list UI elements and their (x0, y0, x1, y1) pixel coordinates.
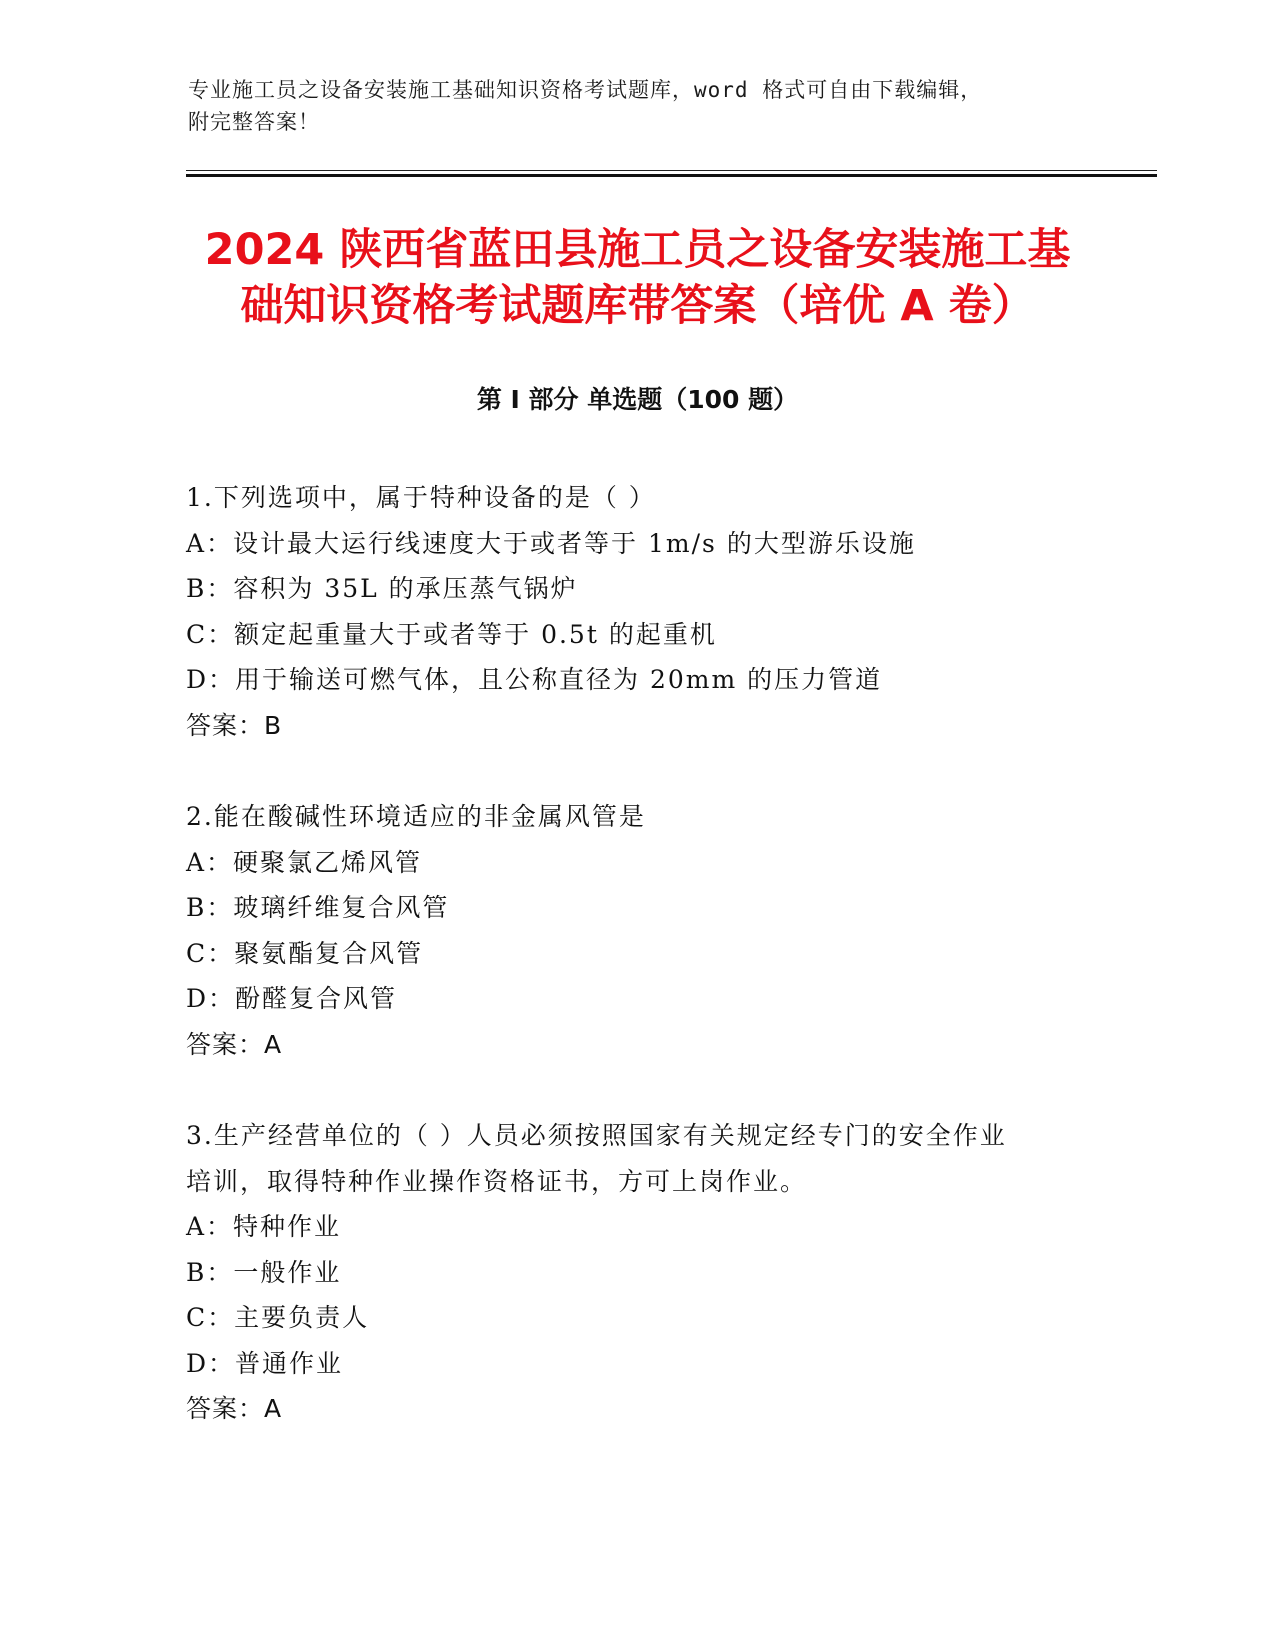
option-c: C：额定起重量大于或者等于 0.5t 的起重机 (186, 619, 717, 649)
section-heading: 第 I 部分 单选题（100 题） (476, 385, 799, 414)
answer-label: 答案：A (186, 1394, 283, 1423)
answer-label: 答案：A (186, 1029, 283, 1059)
document-header-note (188, 74, 1088, 138)
option-d: D：用于输送可燃气体，且公称直径为 20mm 的压力管道 (186, 665, 883, 694)
header-note-line-2: 附完整答案！ (188, 110, 320, 134)
option-c: C：聚氨酯复合风管 (186, 938, 424, 968)
question-item (186, 794, 1086, 1067)
answer-label: 答案：B (186, 710, 283, 740)
option-a: A：特种作业 (186, 1212, 342, 1241)
document-title (150, 222, 1125, 334)
title-line-1: 2024 陕西省蓝田县施工员之设备安装施工基 (204, 225, 1071, 275)
option-b: B：一般作业 (186, 1257, 342, 1287)
option-d: D：普通作业 (186, 1348, 344, 1378)
question-list (186, 475, 1086, 1478)
question-item (186, 1113, 1086, 1432)
question-stem: 1.下列选项中，属于特种设备的是（ ） (186, 483, 656, 512)
option-a: A：硬聚氯乙烯风管 (186, 847, 423, 877)
option-b: B：容积为 35L 的承压蒸气锅炉 (186, 574, 578, 603)
header-note-line-1: 专业施工员之设备安装施工基础知识资格考试题库，word 格式可自由下载编辑， (188, 78, 983, 102)
question-item (186, 475, 1086, 748)
header-rule-thin (186, 170, 1157, 171)
question-stem: 2.能在酸碱性环境适应的非金属风管是 (186, 802, 646, 831)
option-c: C：主要负责人 (186, 1303, 370, 1332)
option-d: D：酚醛复合风管 (186, 984, 398, 1013)
option-a: A：设计最大运行线速度大于或者等于 1m/s 的大型游乐设施 (186, 528, 916, 558)
option-b: B：玻璃纤维复合风管 (186, 893, 450, 922)
header-rule-thick (186, 174, 1157, 177)
question-stem: 3.生产经营单位的（ ）人员必须按照国家有关规定经专门的安全作业 (186, 1121, 1007, 1150)
question-stem-continued: 培训，取得特种作业操作资格证书，方可上岗作业。 (186, 1166, 808, 1196)
title-line-2: 础知识资格考试题库带答案（培优 A 卷） (240, 281, 1035, 331)
